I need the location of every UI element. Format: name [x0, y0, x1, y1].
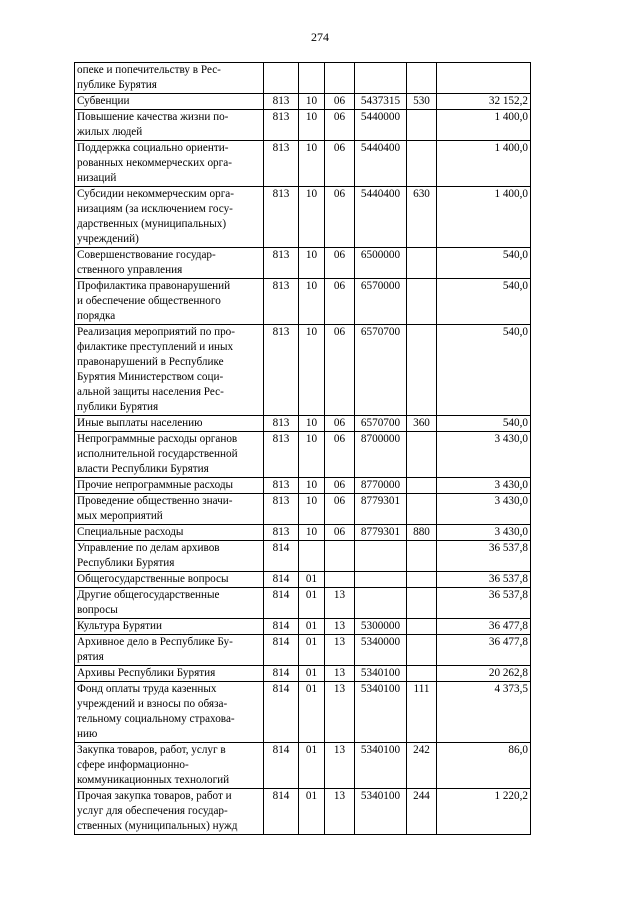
target-code-cell — [355, 588, 407, 619]
target-code-cell: 5340100 — [355, 682, 407, 743]
ministry-code-cell: 813 — [264, 187, 299, 248]
ministry-code-cell — [264, 63, 299, 94]
ministry-code-cell: 814 — [264, 789, 299, 835]
expense-type-cell — [407, 588, 437, 619]
table-row — [75, 416, 531, 432]
subsection-code-cell: 06 — [325, 279, 355, 325]
item-name-line: Повышение качества жизни по- — [77, 111, 229, 123]
section-code-cell: 10 — [299, 432, 325, 478]
section-code-cell: 10 — [299, 478, 325, 494]
item-name-cell — [75, 525, 264, 541]
item-name-cell — [75, 279, 264, 325]
expense-type-cell — [407, 666, 437, 682]
item-name-line: нию — [77, 728, 98, 740]
amount-cell: 36 537,8 — [437, 541, 531, 572]
item-name-line: Субвенции — [77, 95, 130, 107]
expense-type-cell — [407, 325, 437, 416]
ministry-code-cell: 813 — [264, 416, 299, 432]
amount-cell: 3 430,0 — [437, 494, 531, 525]
item-name-cell — [75, 248, 264, 279]
item-name-line: правонарушений в Республике — [77, 356, 224, 368]
item-name-line: исполнительной государственной — [77, 448, 238, 460]
ministry-code-cell: 814 — [264, 743, 299, 789]
item-name-line: вопросы — [77, 604, 118, 616]
section-code-cell: 01 — [299, 635, 325, 666]
item-name-line: коммуникационных технологий — [77, 774, 230, 786]
section-code-cell: 01 — [299, 666, 325, 682]
table-row — [75, 541, 531, 572]
amount-cell: 36 477,8 — [437, 619, 531, 635]
ministry-code-cell: 814 — [264, 588, 299, 619]
item-name-line: Управление по делам архивов — [77, 542, 220, 554]
subsection-code-cell: 06 — [325, 94, 355, 110]
item-name-line: мых мероприятий — [77, 510, 163, 522]
item-name-line: учреждений и взносы по обяза- — [77, 698, 228, 710]
subsection-code-cell: 06 — [325, 525, 355, 541]
table-row — [75, 619, 531, 635]
item-name-line: Специальные расходы — [77, 526, 184, 538]
amount-cell: 4 373,5 — [437, 682, 531, 743]
expense-type-cell — [407, 141, 437, 187]
subsection-code-cell: 06 — [325, 325, 355, 416]
amount-cell: 540,0 — [437, 279, 531, 325]
table-row — [75, 494, 531, 525]
target-code-cell: 6500000 — [355, 248, 407, 279]
target-code-cell: 6570700 — [355, 416, 407, 432]
section-code-cell: 10 — [299, 248, 325, 279]
table-row — [75, 279, 531, 325]
item-name-cell — [75, 572, 264, 588]
item-name-line: публике Бурятия — [77, 79, 157, 91]
item-name-line: Бурятия Министерством соци- — [77, 371, 224, 383]
item-name-cell — [75, 478, 264, 494]
section-code-cell: 10 — [299, 416, 325, 432]
item-name-line: учреждений) — [77, 233, 139, 245]
item-name-cell — [75, 635, 264, 666]
amount-cell: 540,0 — [437, 416, 531, 432]
item-name-line: Профилактика правонарушений — [77, 280, 231, 292]
amount-cell: 1 220,2 — [437, 789, 531, 835]
target-code-cell: 8700000 — [355, 432, 407, 478]
section-code-cell: 10 — [299, 141, 325, 187]
target-code-cell — [355, 572, 407, 588]
item-name-line: Проведение общественно значи- — [77, 495, 233, 507]
item-name-line: и обеспечение общественного — [77, 295, 221, 307]
ministry-code-cell: 813 — [264, 141, 299, 187]
item-name-line: Поддержка социально ориенти- — [77, 142, 229, 154]
section-code-cell — [299, 541, 325, 572]
item-name-line: низациям (за исключением госу- — [77, 203, 233, 215]
subsection-code-cell — [325, 572, 355, 588]
item-name-cell — [75, 325, 264, 416]
ministry-code-cell: 813 — [264, 94, 299, 110]
target-code-cell: 5340100 — [355, 666, 407, 682]
expense-type-cell — [407, 541, 437, 572]
item-name-line: Республики Бурятия — [77, 557, 175, 569]
item-name-cell — [75, 619, 264, 635]
item-name-line: Совершенствование государ- — [77, 249, 216, 261]
section-code-cell: 01 — [299, 743, 325, 789]
item-name-line: ственного управления — [77, 264, 183, 276]
expense-type-cell — [407, 110, 437, 141]
budget-table — [74, 62, 531, 835]
table-row — [75, 789, 531, 835]
target-code-cell: 5300000 — [355, 619, 407, 635]
target-code-cell: 5437315 — [355, 94, 407, 110]
amount-cell: 36 537,8 — [437, 572, 531, 588]
amount-cell: 32 152,2 — [437, 94, 531, 110]
subsection-code-cell — [325, 63, 355, 94]
page-number: 274 — [311, 30, 329, 44]
table-row — [75, 635, 531, 666]
amount-cell: 1 400,0 — [437, 110, 531, 141]
expense-type-cell: 880 — [407, 525, 437, 541]
ministry-code-cell: 813 — [264, 248, 299, 279]
item-name-cell — [75, 682, 264, 743]
table-row — [75, 682, 531, 743]
subsection-code-cell: 06 — [325, 110, 355, 141]
expense-type-cell: 244 — [407, 789, 437, 835]
amount-cell: 36 477,8 — [437, 635, 531, 666]
item-name-cell — [75, 94, 264, 110]
expense-type-cell — [407, 478, 437, 494]
table-row — [75, 110, 531, 141]
section-code-cell: 01 — [299, 572, 325, 588]
amount-cell: 1 400,0 — [437, 187, 531, 248]
table-row — [75, 432, 531, 478]
table-row — [75, 325, 531, 416]
item-name-line: сфере информационно- — [77, 759, 189, 771]
subsection-code-cell: 06 — [325, 141, 355, 187]
section-code-cell: 10 — [299, 525, 325, 541]
table-row — [75, 63, 531, 94]
item-name-cell — [75, 416, 264, 432]
target-code-cell: 8770000 — [355, 478, 407, 494]
ministry-code-cell: 814 — [264, 682, 299, 743]
ministry-code-cell: 814 — [264, 572, 299, 588]
item-name-line: низаций — [77, 172, 117, 184]
item-name-line: Общегосударственные вопросы — [77, 573, 229, 585]
subsection-code-cell: 06 — [325, 187, 355, 248]
item-name-line: Субсидии некоммерческим орга- — [77, 188, 234, 200]
ministry-code-cell: 813 — [264, 525, 299, 541]
item-name-line: порядка — [77, 310, 116, 322]
subsection-code-cell — [325, 541, 355, 572]
table-row — [75, 94, 531, 110]
item-name-cell — [75, 432, 264, 478]
ministry-code-cell: 814 — [264, 619, 299, 635]
section-code-cell: 10 — [299, 110, 325, 141]
section-code-cell: 10 — [299, 325, 325, 416]
subsection-code-cell: 13 — [325, 743, 355, 789]
expense-type-cell — [407, 432, 437, 478]
expense-type-cell — [407, 63, 437, 94]
amount-cell: 36 537,8 — [437, 588, 531, 619]
item-name-line: Архивное дело в Республике Бу- — [77, 636, 233, 648]
item-name-line: Архивы Республики Бурятия — [77, 667, 216, 679]
section-code-cell: 01 — [299, 619, 325, 635]
target-code-cell: 5440000 — [355, 110, 407, 141]
item-name-cell — [75, 187, 264, 248]
table-row — [75, 141, 531, 187]
table-row — [75, 248, 531, 279]
item-name-line: рованных некоммерческих орга- — [77, 157, 232, 169]
section-code-cell: 01 — [299, 789, 325, 835]
target-code-cell: 8779301 — [355, 525, 407, 541]
expense-type-cell — [407, 279, 437, 325]
amount-cell: 540,0 — [437, 248, 531, 279]
item-name-line: Культура Бурятии — [77, 620, 163, 632]
table-row — [75, 743, 531, 789]
section-code-cell: 10 — [299, 94, 325, 110]
amount-cell: 3 430,0 — [437, 525, 531, 541]
item-name-line: альной защиты населения Рес- — [77, 386, 224, 398]
item-name-line: жилых людей — [77, 126, 143, 138]
budget-table-body — [75, 63, 531, 835]
item-name-line: Реализация мероприятий по про- — [77, 326, 235, 338]
subsection-code-cell: 06 — [325, 432, 355, 478]
subsection-code-cell: 13 — [325, 789, 355, 835]
expense-type-cell: 530 — [407, 94, 437, 110]
target-code-cell: 8779301 — [355, 494, 407, 525]
section-code-cell — [299, 63, 325, 94]
table-row — [75, 478, 531, 494]
expense-type-cell — [407, 494, 437, 525]
section-code-cell: 10 — [299, 187, 325, 248]
item-name-cell — [75, 494, 264, 525]
amount-cell: 1 400,0 — [437, 141, 531, 187]
item-name-line: тельному социальному страхова- — [77, 713, 235, 725]
target-code-cell: 5340000 — [355, 635, 407, 666]
item-name-cell — [75, 666, 264, 682]
item-name-line: Прочая закупка товаров, работ и — [77, 790, 232, 802]
item-name-line: опеке и попечительству в Рес- — [77, 64, 221, 76]
expense-type-cell — [407, 248, 437, 279]
amount-cell — [437, 63, 531, 94]
item-name-cell — [75, 110, 264, 141]
expense-type-cell: 111 — [407, 682, 437, 743]
subsection-code-cell: 13 — [325, 619, 355, 635]
item-name-line: Другие общегосударственные — [77, 589, 220, 601]
item-name-cell — [75, 743, 264, 789]
amount-cell: 540,0 — [437, 325, 531, 416]
item-name-line: Закупка товаров, работ, услуг в — [77, 744, 226, 756]
item-name-cell — [75, 588, 264, 619]
target-code-cell — [355, 541, 407, 572]
item-name-line: рятия — [77, 651, 104, 663]
item-name-line: ственных (муниципальных) нужд — [77, 820, 238, 832]
section-code-cell: 10 — [299, 494, 325, 525]
item-name-line: публики Бурятия — [77, 401, 159, 413]
ministry-code-cell: 813 — [264, 494, 299, 525]
ministry-code-cell: 813 — [264, 432, 299, 478]
table-row — [75, 666, 531, 682]
subsection-code-cell: 13 — [325, 666, 355, 682]
ministry-code-cell: 813 — [264, 478, 299, 494]
expense-type-cell — [407, 635, 437, 666]
table-row — [75, 187, 531, 248]
expense-type-cell: 242 — [407, 743, 437, 789]
item-name-line: власти Республики Бурятия — [77, 463, 209, 475]
ministry-code-cell: 813 — [264, 279, 299, 325]
table-row — [75, 588, 531, 619]
item-name-line: Иные выплаты населению — [77, 417, 203, 429]
amount-cell: 3 430,0 — [437, 478, 531, 494]
target-code-cell: 5440400 — [355, 187, 407, 248]
expense-type-cell: 630 — [407, 187, 437, 248]
subsection-code-cell: 13 — [325, 682, 355, 743]
ministry-code-cell: 813 — [264, 325, 299, 416]
target-code-cell: 6570700 — [355, 325, 407, 416]
item-name-line: Непрограммные расходы органов — [77, 433, 238, 445]
subsection-code-cell: 13 — [325, 635, 355, 666]
item-name-line: филактике преступлений и иных — [77, 341, 234, 353]
item-name-line: дарственных (муниципальных) — [77, 218, 227, 230]
section-code-cell: 10 — [299, 279, 325, 325]
subsection-code-cell: 06 — [325, 416, 355, 432]
item-name-line: Прочие непрограммные расходы — [77, 479, 234, 491]
expense-type-cell — [407, 619, 437, 635]
expense-type-cell — [407, 572, 437, 588]
target-code-cell: 5340100 — [355, 789, 407, 835]
item-name-line: услуг для обеспечения государ- — [77, 805, 228, 817]
expense-type-cell: 360 — [407, 416, 437, 432]
item-name-cell — [75, 141, 264, 187]
target-code-cell: 6570000 — [355, 279, 407, 325]
item-name-line: Фонд оплаты труда казенных — [77, 683, 217, 695]
section-code-cell: 01 — [299, 588, 325, 619]
subsection-code-cell: 13 — [325, 588, 355, 619]
target-code-cell — [355, 63, 407, 94]
target-code-cell: 5340100 — [355, 743, 407, 789]
ministry-code-cell: 813 — [264, 110, 299, 141]
table-row — [75, 525, 531, 541]
ministry-code-cell: 814 — [264, 541, 299, 572]
subsection-code-cell: 06 — [325, 478, 355, 494]
subsection-code-cell: 06 — [325, 248, 355, 279]
item-name-cell — [75, 789, 264, 835]
subsection-code-cell: 06 — [325, 494, 355, 525]
ministry-code-cell: 814 — [264, 666, 299, 682]
amount-cell: 86,0 — [437, 743, 531, 789]
amount-cell: 20 262,8 — [437, 666, 531, 682]
section-code-cell: 01 — [299, 682, 325, 743]
amount-cell: 3 430,0 — [437, 432, 531, 478]
item-name-cell — [75, 63, 264, 94]
target-code-cell: 5440400 — [355, 141, 407, 187]
item-name-cell — [75, 541, 264, 572]
ministry-code-cell: 814 — [264, 635, 299, 666]
table-row — [75, 572, 531, 588]
